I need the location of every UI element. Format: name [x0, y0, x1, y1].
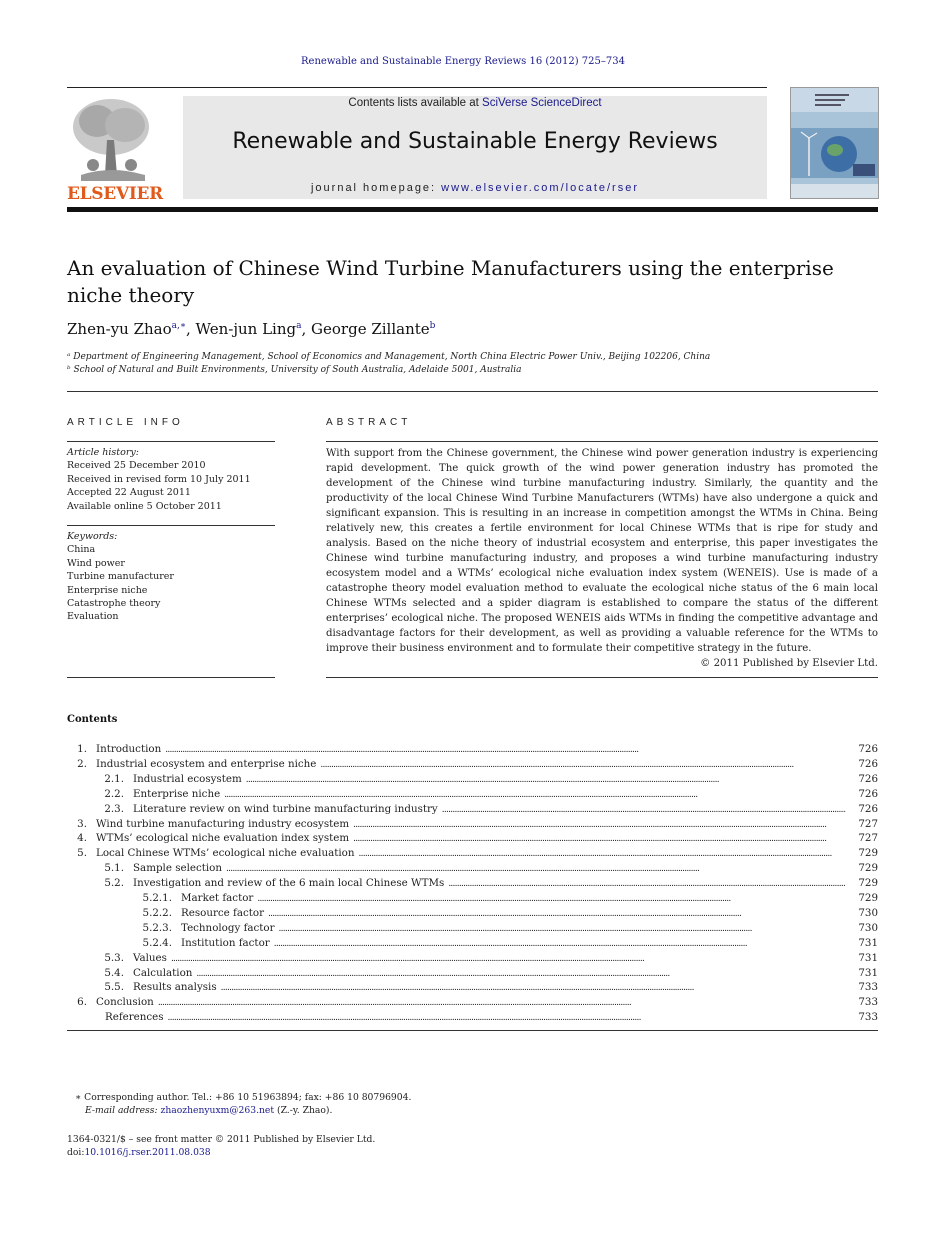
- toc-entry-page: 731: [858, 951, 878, 964]
- sciencedirect-link[interactable]: SciVerse ScienceDirect: [482, 97, 602, 109]
- toc-entry[interactable]: [67, 937, 878, 952]
- toc-entry[interactable]: [67, 773, 878, 788]
- toc-entry[interactable]: [67, 877, 878, 892]
- toc-leader-dots: [171, 952, 846, 964]
- toc-entry[interactable]: [67, 803, 878, 818]
- toc-entry-title[interactable]: Enterprise niche: [133, 787, 221, 800]
- toc-leader-dots: [353, 818, 846, 830]
- email-suffix: (Z.-y. Zhao).: [274, 1105, 333, 1116]
- toc-leader-dots: [168, 1011, 846, 1023]
- toc-entry-number: 5.: [77, 847, 87, 860]
- toc-leader-dots: [274, 937, 846, 949]
- toc-entry-page: 730: [858, 921, 878, 934]
- author-list: Zhen-yu Zhao$^{a,∗}$, Wen-jun Ling$^a$, George Zillante$^b$: [67, 320, 436, 338]
- doi-link[interactable]: 10.1016/j.rser.2011.08.038: [84, 1147, 211, 1158]
- toc-leader-dots: [165, 743, 846, 755]
- divider: [67, 441, 275, 442]
- author-affiliation-marker[interactable]: a: [296, 321, 302, 331]
- toc-entry[interactable]: [67, 832, 878, 847]
- toc-entry-title[interactable]: Technology factor: [181, 921, 275, 934]
- contents-heading: Contents: [67, 714, 118, 725]
- toc-entry-title[interactable]: References: [105, 1011, 164, 1024]
- toc-entry-page: 731: [858, 966, 878, 979]
- toc-entry-title[interactable]: Institution factor: [181, 936, 270, 949]
- toc-entry-title[interactable]: Industrial ecosystem and enterprise niche: [96, 757, 317, 770]
- toc-entry-page: 729: [858, 847, 878, 860]
- history-item: Received 25 December 2010: [67, 460, 206, 472]
- abstract-body: [326, 446, 878, 671]
- toc-entry[interactable]: [67, 818, 878, 833]
- toc-entry-page: 733: [858, 981, 878, 994]
- toc-leader-dots: [442, 803, 846, 815]
- toc-entry-number: 5.3.: [104, 951, 124, 964]
- toc-entry-title[interactable]: Resource factor: [181, 906, 264, 919]
- divider: [67, 391, 878, 392]
- journal-homepage: journal homepage: www.elsevier.com/locate/rser: [310, 182, 639, 194]
- toc-entry[interactable]: [67, 758, 878, 773]
- toc-entry-page: 726: [858, 787, 878, 800]
- toc-entry[interactable]: [67, 907, 878, 922]
- toc-leader-dots: [353, 832, 846, 844]
- toc-leader-dots: [224, 788, 846, 800]
- journal-banner: [183, 96, 767, 199]
- toc-entry[interactable]: [67, 892, 878, 907]
- journal-cover-image[interactable]: [790, 87, 879, 199]
- toc-entry-number: 2.: [77, 757, 87, 770]
- toc-entry[interactable]: [67, 847, 878, 862]
- toc-entry-number: 4.: [77, 832, 87, 845]
- toc-leader-dots: [257, 892, 846, 904]
- toc-entry-number: 6.: [77, 996, 87, 1009]
- toc-leader-dots: [226, 862, 846, 874]
- journal-reference[interactable]: Renewable and Sustainable Energy Reviews 16 (2012) 725–734: [301, 56, 625, 67]
- toc-leader-dots: [268, 907, 846, 919]
- divider: [67, 525, 275, 526]
- toc-entry-title[interactable]: Calculation: [133, 966, 193, 979]
- toc-entry-number: 2.3.: [104, 802, 124, 815]
- toc-entry-page: 729: [858, 892, 878, 904]
- toc-entry[interactable]: [67, 1011, 878, 1026]
- toc-entry-number: 1.: [77, 743, 87, 755]
- toc-entry-page: 730: [858, 906, 878, 919]
- doi-label: doi:: [67, 1147, 85, 1158]
- toc-leader-dots: [196, 967, 846, 979]
- toc-entry-page: 726: [858, 772, 878, 785]
- toc-entry-title[interactable]: Sample selection: [133, 862, 223, 875]
- history-item: Accepted 22 August 2011: [67, 487, 191, 499]
- affiliation: ᵃ Department of Engineering Management, School of Economics and Management, North China Electric Power Univ., Beijing 102206, China: [67, 352, 711, 362]
- toc-entry-number: 5.4.: [104, 966, 124, 979]
- toc-entry[interactable]: [67, 967, 878, 982]
- toc-entry-title[interactable]: WTMs’ ecological niche evaluation index system: [96, 832, 350, 845]
- history-label: Article history:: [67, 447, 139, 458]
- toc-entry-number: 5.2.4.: [142, 936, 172, 949]
- toc-entry-number: 5.2.1.: [142, 892, 172, 904]
- toc-entry[interactable]: [67, 996, 878, 1011]
- toc-entry-page: 733: [858, 1011, 878, 1024]
- author-name: George Zillante: [311, 320, 430, 338]
- toc-entry[interactable]: [67, 981, 878, 996]
- keyword: Turbine manufacturer: [67, 571, 174, 583]
- keyword: Enterprise niche: [67, 584, 148, 596]
- article-history: [67, 446, 275, 513]
- divider: [67, 1030, 878, 1031]
- homepage-link[interactable]: www.elsevier.com/locate/rser: [441, 182, 639, 194]
- toc-leader-dots: [221, 981, 846, 993]
- toc-entry-number: 5.2.2.: [142, 906, 172, 919]
- divider: [67, 677, 275, 678]
- author-affiliation-marker[interactable]: b: [429, 321, 436, 331]
- toc-entry-number: 5.2.3.: [142, 921, 172, 934]
- keyword: Evaluation: [67, 611, 119, 623]
- history-item: Available online 5 October 2011: [67, 500, 222, 512]
- keywords: [67, 530, 275, 624]
- toc-leader-dots: [246, 773, 846, 785]
- abstract-heading: ABSTRACT: [326, 417, 412, 428]
- article-title: An evaluation of Chinese Wind Turbine Manufacturers using the enterprise niche theory: [67, 256, 834, 307]
- doi-line: [67, 1146, 375, 1159]
- toc-entry-number: 5.1.: [104, 862, 124, 875]
- toc-entry-page: 726: [858, 743, 878, 755]
- divider: [326, 441, 878, 442]
- journal-title: Renewable and Sustainable Energy Reviews: [232, 129, 718, 154]
- abstract-copyright: © 2011 Published by Elsevier Ltd.: [700, 658, 878, 669]
- toc-entry-title[interactable]: Local Chinese WTMs’ ecological niche evaluation: [96, 847, 355, 860]
- toc-entry-page: 727: [858, 832, 878, 845]
- front-matter: [67, 1133, 375, 1159]
- divider: [326, 677, 878, 678]
- toc-entry-page: 729: [858, 877, 878, 890]
- keyword: Wind power: [67, 557, 125, 569]
- abstract-text: With support from the Chinese government, the Chinese wind power generation industry is experiencing rapid development. The quick growth of the wind power generation industry has promoted the development of the Chinese wind turbine manufacturing industry. Similarly, the quantity and the productivity of the local Chinese Wind Turbine Manufacturers (WTMs) have also undergone a quick and significant expansion. This is resulting in an increase in competition amongst the WTMs in China. Being relatively new, this creates a fertile environment for local Chinese WTMs that is ripe for study and analysis. Based on the niche theory of industrial ecosystem and enterprise, this paper investigates the Chinese wind turbine manufacturing industry, and proposes a wind turbine manufacturing industry ecosystem model and a WTMs’ ecological niche evaluation index system (WENEIS). Use is made of a catastrophe theory model evaluation method to evaluate the ecological niche status of the 6 main local Chinese WTMs selected and a spider diagram is established to compare the status of the different enterprises’ ecological niche. The proposed WENEIS aids WTMs in finding the competitive advantage and disadvantage factors for their development, as well as providing a valuable reference for the WTMs to improve their business environment and to formulate their competitive strategy in the future.: [326, 448, 878, 654]
- email-link[interactable]: zhaozhenyuxm@263.net: [160, 1105, 275, 1116]
- toc-leader-dots: [320, 758, 846, 770]
- issn-line: 1364-0321/$ – see front matter © 2011 Published by Elsevier Ltd.: [67, 1134, 376, 1145]
- author-name: Wen-jun Ling: [195, 320, 297, 338]
- toc-entry-page: 729: [858, 862, 878, 875]
- affiliation: ᵇ School of Natural and Built Environments, University of South Australia, Adelaide 5001, Australia: [67, 365, 522, 375]
- author-affiliation-marker[interactable]: a,∗: [171, 321, 186, 331]
- toc-entry-title[interactable]: Introduction: [96, 743, 162, 755]
- toc-entry-number: 2.2.: [104, 787, 124, 800]
- toc-entry-title[interactable]: Industrial ecosystem: [133, 772, 242, 785]
- toc-entry[interactable]: [67, 952, 878, 967]
- toc-entry[interactable]: [67, 743, 878, 758]
- toc-leader-dots: [279, 922, 846, 934]
- history-item: Received in revised form 10 July 2011: [67, 473, 251, 485]
- toc-entry[interactable]: [67, 862, 878, 877]
- header-rule-thick: [67, 207, 878, 212]
- toc-entry-title[interactable]: Market factor: [181, 892, 254, 904]
- toc-entry-page: 726: [858, 802, 878, 815]
- toc-entry-title[interactable]: Literature review on wind turbine manufacturing industry: [133, 802, 438, 815]
- toc-entry-title[interactable]: Wind turbine manufacturing industry ecosystem: [96, 817, 350, 830]
- toc-leader-dots: [359, 847, 847, 859]
- author-name: Zhen-yu Zhao: [67, 320, 172, 338]
- toc-entry-number: 3.: [77, 817, 87, 830]
- email-line: [67, 1104, 411, 1117]
- toc-entry-title[interactable]: Investigation and review of the 6 main local Chinese WTMs: [133, 877, 445, 890]
- toc-entry[interactable]: [67, 788, 878, 803]
- toc-entry-number: 5.2.: [104, 877, 124, 890]
- toc-entry-number: 5.5.: [104, 981, 124, 994]
- keyword: Catastrophe theory: [67, 598, 161, 610]
- article-info-heading: ARTICLE INFO: [67, 417, 184, 428]
- toc-leader-dots: [448, 877, 846, 889]
- contents-availability: Contents lists available at SciVerse ScienceDirect: [348, 97, 602, 109]
- corresponding-author-note: ∗ Corresponding author. Tel.: +86 10 51963894; fax: +86 10 80796904.: [75, 1092, 412, 1103]
- keyword: China: [67, 544, 96, 556]
- corresponding-author-footnote: [67, 1091, 411, 1117]
- toc-entry-page: 733: [858, 996, 878, 1009]
- toc-entry-number: 2.1.: [104, 772, 124, 785]
- header-rule: [67, 87, 767, 88]
- toc-entry[interactable]: [67, 922, 878, 937]
- toc-entry-title[interactable]: Values: [133, 951, 167, 964]
- toc-leader-dots: [158, 996, 846, 1008]
- toc-entry-page: 726: [858, 757, 878, 770]
- email-label: E-mail address:: [85, 1105, 161, 1116]
- toc-entry-title[interactable]: Results analysis: [133, 981, 217, 994]
- elsevier-wordmark: ELSEVIER: [67, 184, 163, 204]
- toc-entry-page: 727: [858, 817, 878, 830]
- toc-entry-page: 731: [858, 936, 878, 949]
- keywords-label: Keywords:: [67, 531, 118, 542]
- toc-entry-title[interactable]: Conclusion: [96, 996, 154, 1009]
